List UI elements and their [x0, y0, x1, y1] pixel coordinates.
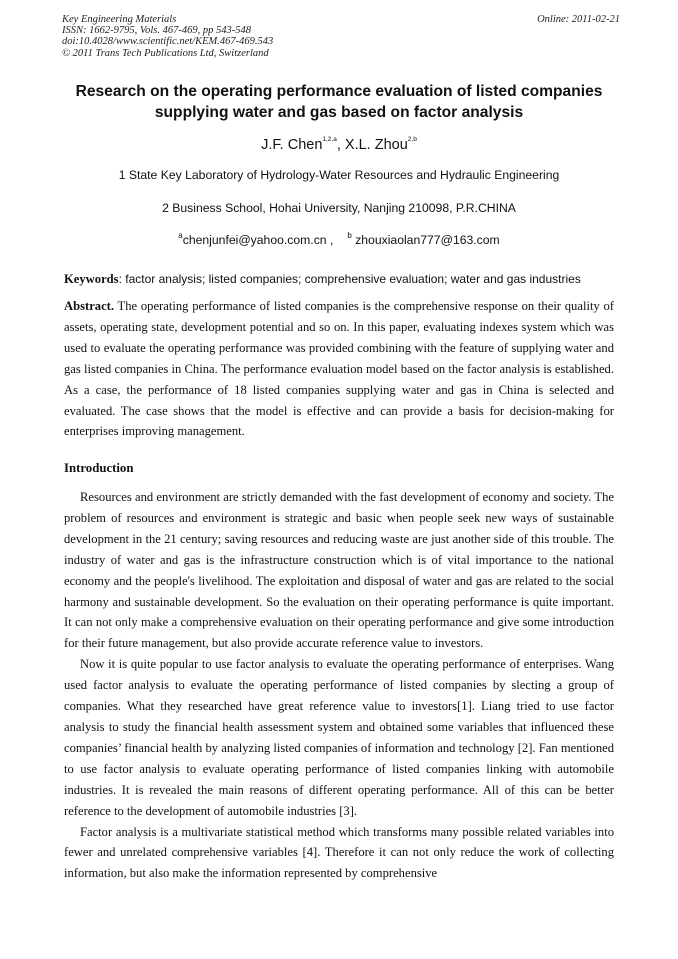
keywords-label: Keywords: [64, 272, 119, 286]
affiliation-2: 2 Business School, Hohai University, Nanjing 210098, P.R.CHINA: [162, 201, 516, 215]
email-b[interactable]: zhouxiaolan777@163.com: [355, 233, 500, 247]
keywords-line: [64, 272, 624, 287]
email-b-mark: b: [347, 231, 352, 240]
abstract-paragraph: [64, 296, 614, 442]
section-heading-introduction: Introduction: [64, 461, 134, 475]
copyright-line: © 2011 Trans Tech Publications Ltd, Switzerland: [62, 47, 269, 59]
keywords-text: : factor analysis; listed companies; comprehensive evaluation; water and gas industries: [118, 272, 581, 286]
abstract-text: The operating performance of listed companies is the comprehensive response on their quality of assets, operating state, development potential and so on. In this paper, evaluating indexes system which was used to evaluate the operating performance was provided combining with the feature of supplying water and gas listed companies in China. The performance evaluation model based on the factor analysis is established. As a case, the performance of 18 listed companies supplying water and gas in China is selected and evaluated. The case shows that the model is effective and can provide a basis for decision-making for enterprises improving management.: [64, 299, 614, 439]
journal-header: [62, 14, 620, 59]
email-a-mark: a: [178, 231, 183, 240]
abstract-label: Abstract.: [64, 299, 115, 313]
email-a[interactable]: chenjunfei@yahoo.com.cn ,: [182, 233, 334, 247]
author-separator: ,: [336, 137, 345, 153]
doi-line: doi:10.4028/www.scientific.net/KEM.467-469.543: [62, 36, 274, 48]
author-1-affiliation-marks: 1,2,a: [322, 136, 337, 143]
intro-paragraph-1: Resources and environment are strictly demanded with the fast development of economy and society. The problem of resources and environment is strategic and basic when people seek new ways of sustainable development in the 21 century; saving resources and reducing waste are just another side of this trouble. The industry of water and gas is the infrastructure construction which is of vital importance to the national economy and the people's livelihood. The exploitation and disposal of water and gas are related to the social harmony and sustainable development. So the evaluation on their operating performance is quite important. It can not only make a comprehensive evaluation on their operating performance and give some introduction for their future management, but also provide accurate reference value to investors.: [64, 490, 614, 651]
title-line-1: Research on the operating performance evaluation of listed companies: [75, 83, 603, 100]
intro-paragraph-3: Factor analysis is a multivariate statistical method which transforms many possible related variables into fewer and unrelated comprehensive variables [4]. Therefore it can not only reduce the work of collecting information, but also make the information represented by comprehensive: [64, 824, 614, 881]
introduction-body: [64, 487, 614, 884]
author-1-name: J.F. Chen: [261, 137, 323, 153]
author-2-affiliation-marks: 2,b: [407, 136, 417, 143]
author-emails: [0, 231, 678, 247]
paper-title: [40, 81, 638, 123]
journal-name: Key Engineering Materials: [62, 14, 177, 25]
online-date: Online: 2011-02-21: [537, 14, 620, 25]
author-2-name: X.L. Zhou: [344, 137, 408, 153]
affiliation-1: 1 State Key Laboratory of Hydrology-Water Resources and Hydraulic Engineering: [118, 168, 560, 182]
intro-paragraph-2: Now it is quite popular to use factor analysis to evaluate the operating performance of enterprises. Wang used factor analysis to evaluate the operating performance of listed companies by slecting a group of companies. What they researched have great reference value to investors[1]. Liang tried to use factor analysis to study the financial health assessment system and obtained some variables that influenced these companies’ financial health by analyzing listed companies of information and technology [2]. Fan mentioned to use factor analysis to evaluate operating performance of listed companies linking with automobile industries. It is revealed the main reasons of different operating performance. All of this can be better reference to the development of automobile industries [3].: [64, 657, 614, 818]
author-list: [0, 136, 678, 153]
title-line-2: supplying water and gas based on factor analysis: [154, 104, 524, 121]
issn-line: ISSN: 1662-9795, Vols. 467-469, pp 543-548: [62, 25, 251, 37]
